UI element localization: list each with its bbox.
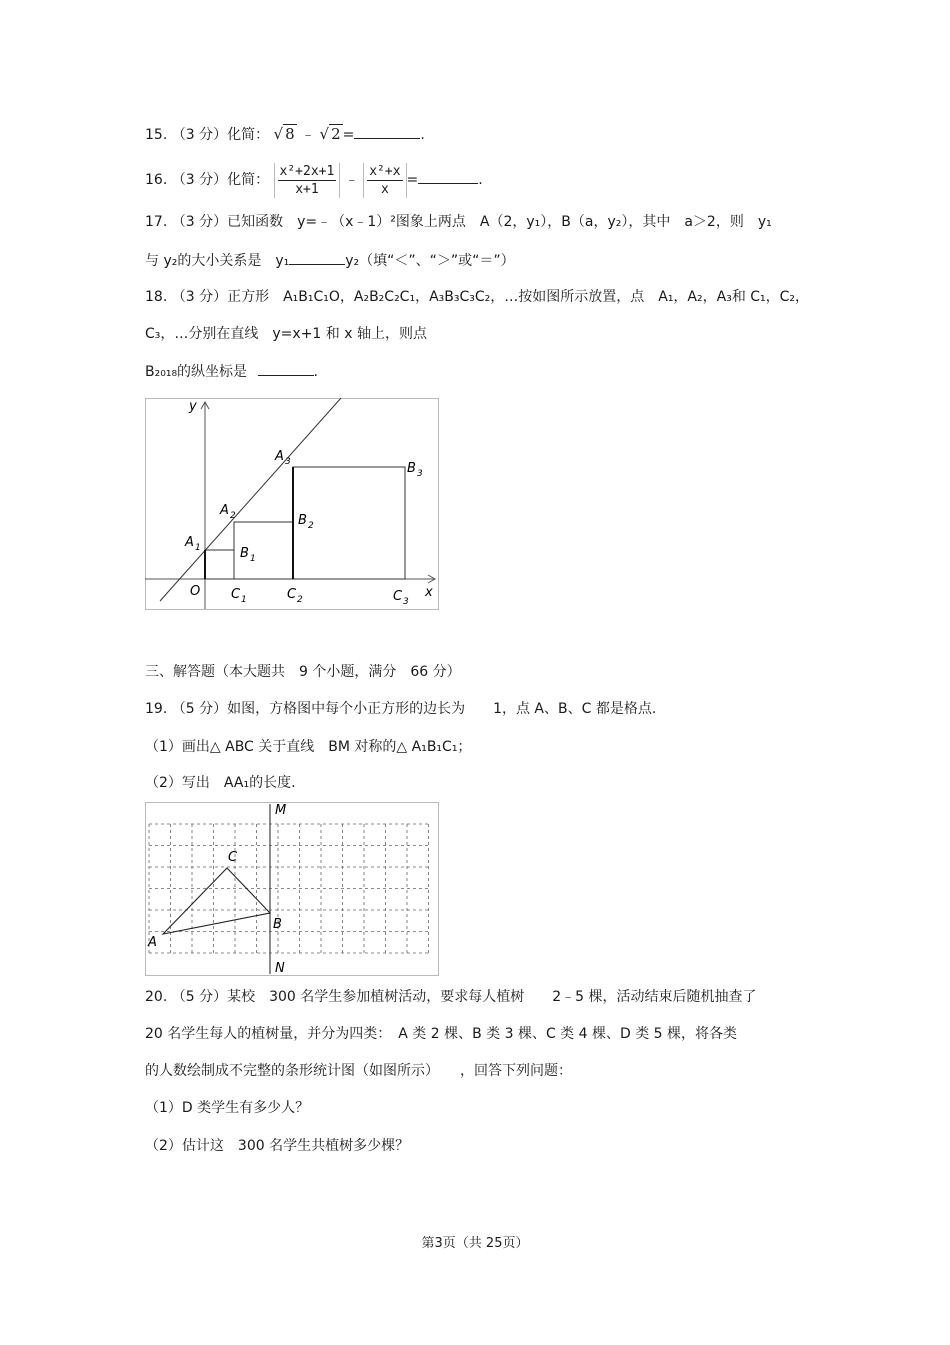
label-y: y <box>189 399 197 414</box>
dashed-grid <box>149 824 429 953</box>
question-16 <box>145 160 483 200</box>
q20-line4: （1）D 类学生有多少人？ <box>145 1100 310 1116</box>
answer-blank-17 <box>289 250 345 265</box>
square-1 <box>205 550 234 579</box>
label-A1-sub: 1 <box>195 543 201 553</box>
q19-line1: 19. （5 分）如图，方格图中每个小正方形的边长为 1，点 A、B、C 都是格点. <box>145 701 657 717</box>
label-C3-sub: 3 <box>403 597 409 607</box>
fraction-2-denominator: x <box>380 181 389 197</box>
label-B1: B <box>240 546 249 561</box>
q17-line1: 17. （3 分）已知函数 y=﹣（x﹣1）²图象上两点 A（2，y₁），B（a，y₂），其中 a＞2，则 y₁ <box>145 214 772 230</box>
label-A3: A <box>275 449 284 464</box>
q15-prefix: 15. （3 分）化简： <box>145 127 270 143</box>
label-M: M <box>275 803 287 818</box>
q15-end: . <box>420 127 425 143</box>
q16-minus: ﹣ <box>344 172 359 188</box>
question-18-line3 <box>145 361 318 382</box>
fraction-2-numerator: x²+x <box>369 163 401 179</box>
label-O: O <box>190 584 201 599</box>
label-C2-sub: 2 <box>297 595 303 605</box>
answer-blank-18 <box>258 361 314 376</box>
page-footer: 第3页（共 25页） <box>421 1236 529 1251</box>
q20-line2: 20 名学生每人的植树量，并分为四类： A 类 2 棵、B 类 3 棵、C 类 4 棵、D 类 5 棵，将各类 <box>145 1026 738 1042</box>
q18-line2: C₃，…分别在直线 y=x+1 和 x 轴上，则点 <box>145 326 427 342</box>
label-A2-sub: 2 <box>230 511 236 521</box>
label-C1-sub: 1 <box>241 595 247 605</box>
label-B2-sub: 2 <box>308 521 314 531</box>
q15-equals: = <box>342 127 355 143</box>
grid-border <box>146 803 439 976</box>
triangle-ABC <box>163 868 270 934</box>
answer-blank-16 <box>418 169 478 184</box>
squares-figure <box>145 398 439 614</box>
question-17-line2 <box>145 250 515 271</box>
q18-end: . <box>313 364 318 380</box>
label-C2: C <box>287 587 297 602</box>
fraction-2 <box>363 163 406 198</box>
label-C: C <box>228 850 238 865</box>
fraction-1-numerator: x²+2x+1 <box>279 163 335 179</box>
label-C1: C <box>231 587 241 602</box>
q16-end: . <box>478 172 483 188</box>
label-B: B <box>273 917 282 932</box>
label-C3: C <box>393 589 403 604</box>
q17-line2-a: 与 y₂的大小关系是 y₁ <box>145 253 290 269</box>
label-x: x <box>425 585 433 600</box>
sqrt-2: √ 2 <box>319 125 341 143</box>
q19-line3: （2）写出 AA₁的长度. <box>145 775 296 791</box>
q20-line1: 20. （5 分）某校 300 名学生参加植树活动，要求每人植树 2﹣5 棵，活动结束后随机抽查了 <box>145 989 757 1005</box>
q18-line1: 18. （3 分）正方形 A₁B₁C₁O，A₂B₂C₂C₁，A₃B₃C₃C₂，…按如图所示放置，点 A₁，A₂，A₃和 C₁，C₂， <box>145 289 810 305</box>
label-A: A <box>148 935 157 950</box>
sqrt-8: √ 8 <box>273 125 295 143</box>
label-A1: A <box>185 535 194 550</box>
q16-prefix: 16. （3 分）化简： <box>145 172 270 188</box>
label-B1-sub: 1 <box>250 554 256 564</box>
q19-line2: （1）画出△ ABC 关于直线 BM 对称的△ A₁B₁C₁； <box>145 739 472 755</box>
question-15 <box>145 124 425 145</box>
q15-minus: ﹣ <box>301 127 316 143</box>
section-3-heading: 三、解答题（本大题共 9 个小题，满分 66 分） <box>145 664 461 680</box>
answer-blank-15 <box>354 124 420 139</box>
fraction-1-denominator: x+1 <box>295 181 319 197</box>
fraction-1 <box>274 163 341 198</box>
q20-line5: （2）估计这 300 名学生共植树多少棵？ <box>145 1138 410 1154</box>
q16-equals: = <box>406 172 419 188</box>
label-B3: B <box>407 461 416 476</box>
q20-line3: 的人数绘制成不完整的条形统计图（如图所示） ，回答下列问题： <box>145 1063 572 1079</box>
line-y-eq-x-plus-1 <box>160 398 341 601</box>
q17-line2-b: y₂（填“＜”、“＞”或“＝”） <box>345 253 515 269</box>
label-B2: B <box>298 513 307 528</box>
label-N: N <box>275 961 285 976</box>
grid-figure <box>145 802 439 980</box>
label-A2: A <box>220 503 229 518</box>
label-B3-sub: 3 <box>417 469 423 479</box>
label-A3-sub: 3 <box>285 457 291 467</box>
q18-line3-a: B₂₀₁₈的纵坐标是 <box>145 364 248 380</box>
